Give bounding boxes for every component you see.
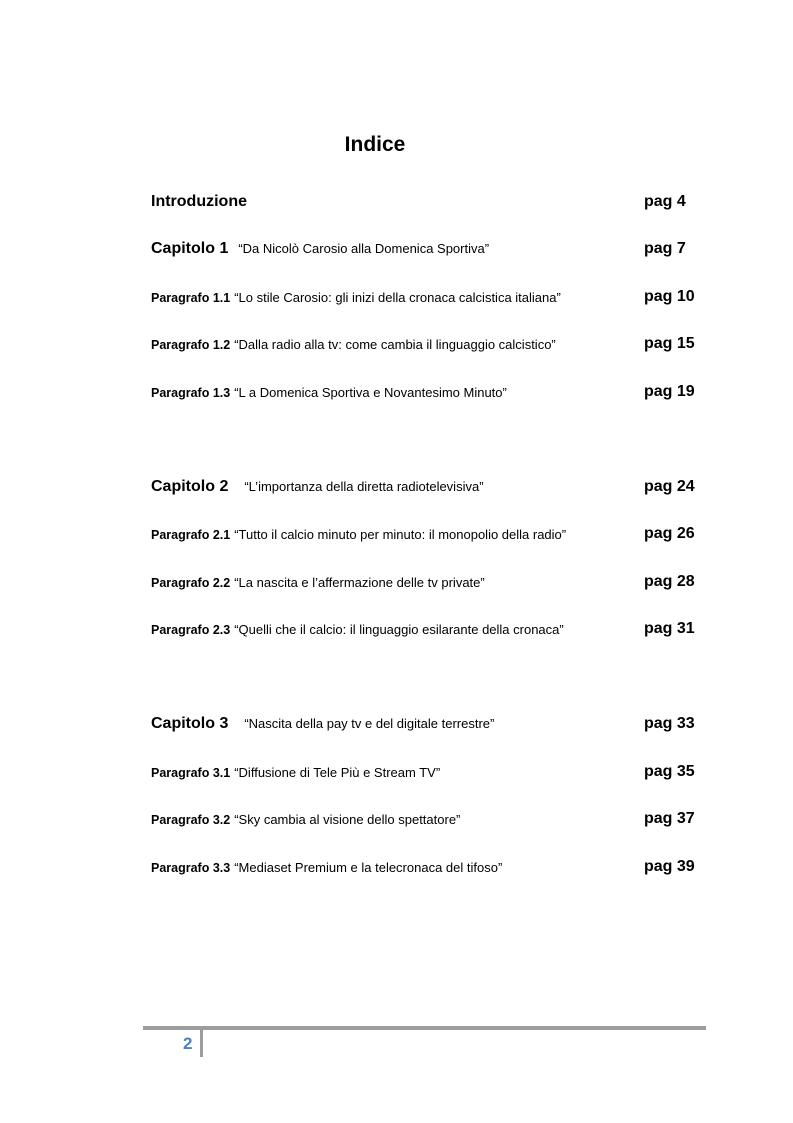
toc-entry-paragraph-1-2 (151, 332, 696, 356)
toc-label: Paragrafo 2.1 (151, 527, 231, 542)
toc-label: Paragrafo 1.2 (151, 337, 231, 352)
toc-entry-paragraph-2-1 (151, 522, 696, 546)
toc-page: pag 19 (644, 383, 695, 400)
toc-page: pag 15 (644, 335, 695, 352)
toc-entry-paragraph-3-1 (151, 760, 696, 784)
toc-label: Capitolo 3 (151, 715, 229, 732)
toc-label: Paragrafo 3.3 (151, 860, 231, 875)
toc-entry-paragraph-1-3 (151, 380, 696, 404)
page-title: Indice (344, 133, 406, 156)
toc-description: “Mediaset Premium e la telecronaca del tifoso” (234, 859, 503, 875)
toc-description: “L’importanza della diretta radiotelevisiva” (244, 479, 484, 494)
footer-rule (143, 1026, 706, 1030)
toc-description: “Nascita della pay tv e del digitale terrestre” (244, 716, 495, 731)
toc-label: Paragrafo 3.2 (151, 812, 231, 827)
toc-entry-introduction (151, 190, 696, 214)
toc-entry-chapter-2 (151, 475, 696, 499)
toc-entry-paragraph-2-3 (151, 617, 696, 641)
toc-entry-paragraph-3-3 (151, 855, 696, 879)
toc-page: pag 35 (644, 763, 695, 780)
toc-description: “Quelli che il calcio: il linguaggio esilarante della cronaca” (234, 621, 564, 637)
toc-page: pag 37 (644, 810, 695, 827)
toc-entry-paragraph-1-1 (151, 285, 696, 309)
toc-label: Paragrafo 2.2 (151, 575, 231, 590)
toc-label: Paragrafo 1.3 (151, 385, 231, 400)
toc-label: Paragrafo 2.3 (151, 622, 231, 637)
toc-description: “Tutto il calcio minuto per minuto: il monopolio della radio” (234, 526, 567, 542)
toc-page: pag 33 (644, 715, 695, 732)
toc-page: pag 4 (644, 193, 686, 210)
toc-page: pag 28 (644, 573, 695, 590)
toc-label: Paragrafo 3.1 (151, 765, 231, 780)
toc-page: pag 10 (644, 288, 695, 305)
toc-entry-chapter-3 (151, 712, 696, 736)
toc-entry-paragraph-2-2 (151, 570, 696, 594)
toc-label: Capitolo 1 (151, 240, 229, 257)
toc-description: “Sky cambia al visione dello spettatore” (234, 811, 461, 827)
toc-page: pag 7 (644, 240, 686, 257)
toc-page: pag 31 (644, 620, 695, 637)
toc-label: Paragrafo 1.1 (151, 290, 231, 305)
toc-entry-paragraph-3-2 (151, 807, 696, 831)
toc-description: “Dalla radio alla tv: come cambia il linguaggio calcistico” (234, 336, 556, 352)
toc-page: pag 26 (644, 525, 695, 542)
toc-page: pag 24 (644, 478, 695, 495)
page-number: 2 (183, 1034, 193, 1053)
toc-label: Introduzione (151, 193, 247, 210)
toc-description: “Lo stile Carosio: gli inizi della cronaca calcistica italiana” (234, 289, 561, 305)
toc-description: “Diffusione di Tele Più e Stream TV” (234, 764, 441, 780)
toc-entry-chapter-1 (151, 237, 696, 261)
toc-description: “La nascita e l’affermazione delle tv private” (234, 574, 485, 590)
footer-separator (200, 1030, 203, 1057)
toc-label: Capitolo 2 (151, 478, 229, 495)
toc-description: “L a Domenica Sportiva e Novantesimo Minuto” (234, 384, 507, 400)
toc-page: pag 39 (644, 858, 695, 875)
toc-description: “Da Nicolò Carosio alla Domenica Sportiva” (238, 241, 490, 256)
